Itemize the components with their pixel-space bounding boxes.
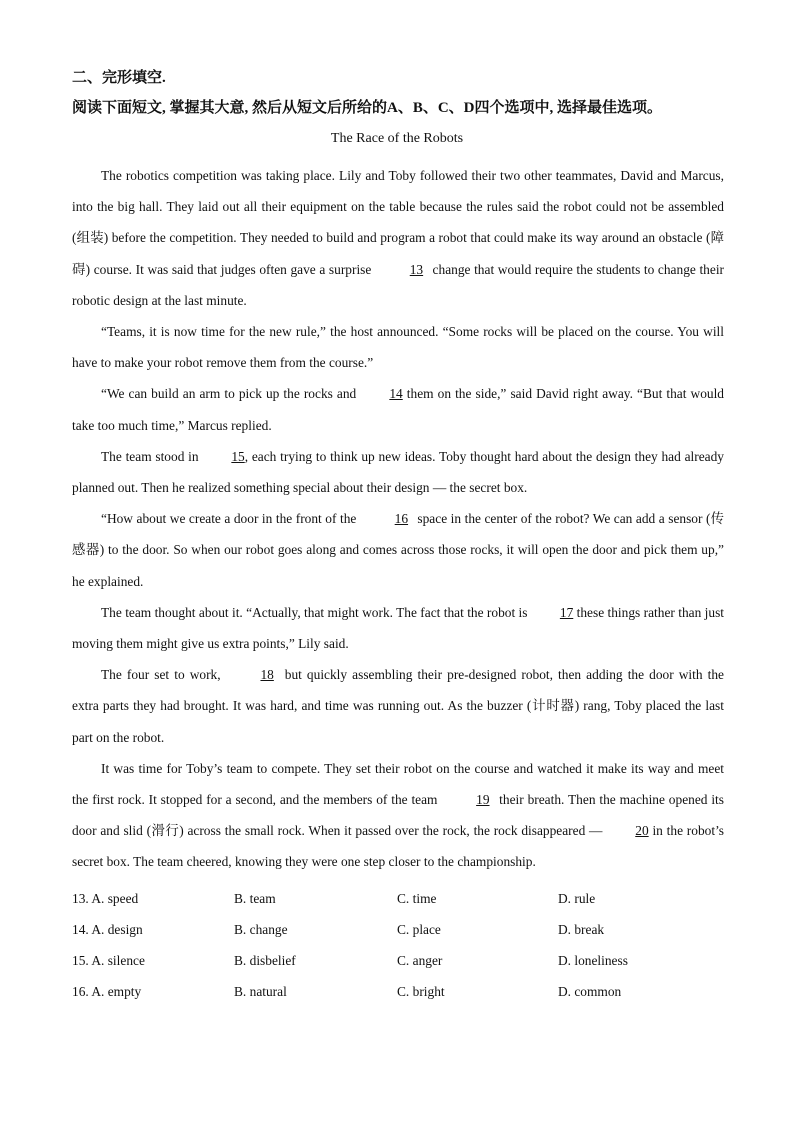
option-d[interactable]: D. common xyxy=(558,984,622,999)
option-d[interactable]: D. break xyxy=(558,922,605,937)
blank-13: 13 xyxy=(409,261,424,277)
question-row-16: 16. A. empty B. natural C. bright D. common xyxy=(72,981,732,1012)
option-b[interactable]: B. natural xyxy=(234,984,287,999)
option-c[interactable]: C. bright xyxy=(397,984,445,999)
option-a[interactable]: A. empty xyxy=(91,984,142,999)
question-row-13: 13. A. speed B. team C. time D. rule xyxy=(72,888,732,919)
blank-14: 14 xyxy=(389,386,403,402)
blank-20: 20 xyxy=(635,823,649,839)
blank-16: 16 xyxy=(394,511,409,527)
paragraph-2: “Teams, it is now time for the new rule,” the host announced. “Some rocks will be placed on the course. You will have to make your robot remove them from the course.” xyxy=(72,324,724,371)
option-a[interactable]: A. speed xyxy=(91,891,139,906)
section-title: 二、完形填空. xyxy=(72,70,166,86)
paragraph-5: “How about we create a door in the front of the 16 space in the center of the robot? We can add a sensor (传感器) to the door. So when our robot goes along and comes across those rocks, it will open the door and pick them up,” he explained. xyxy=(72,503,724,597)
paragraph-4: The team stood in 15, each trying to think up new ideas. Toby thought hard about the design they had already planned out. Then he realized something special about their design — the secret box. xyxy=(72,441,724,503)
option-d[interactable]: D. loneliness xyxy=(558,953,628,968)
option-c[interactable]: C. time xyxy=(397,891,437,906)
instructions: 阅读下面短文, 掌握其大意, 然后从短文后所给的A、B、C、D四个选项中, 选择最佳选项。 xyxy=(72,100,663,116)
paragraph-3: “We can build an arm to pick up the rocks and 14 them on the side,” said David right away. “But that would take too much time,” Marcus replied. xyxy=(72,378,724,440)
passage xyxy=(72,160,724,878)
option-b[interactable]: B. disbelief xyxy=(234,953,296,968)
blank-15: 15 xyxy=(231,448,245,464)
option-a[interactable]: A. silence xyxy=(91,953,145,968)
paragraph-6: The team thought about it. “Actually, that might work. The fact that the robot is 17 these things rather than just moving them might give us extra points,” Lily said. xyxy=(72,597,724,659)
paragraph-7: The four set to work, 18 but quickly assembling their pre-designed robot, then adding the door with the extra parts they had brought. It was hard, and time was running out. As the buzzer (计时器) rang, Toby placed the last part on the robot. xyxy=(72,659,724,753)
passage-title: The Race of the Robots xyxy=(330,131,464,146)
option-b[interactable]: B. change xyxy=(234,922,288,937)
blank-17: 17 xyxy=(559,604,574,620)
question-row-15: 15. A. silence B. disbelief C. anger D. loneliness xyxy=(72,950,732,981)
answer-options xyxy=(72,888,732,1012)
paragraph-1: The robotics competition was taking place. Lily and Toby followed their two other teammates, David and Marcus, into the big hall. They laid out all their equipment on the table because the rules said the robot could not be assembled (组装) before the competition. They needed to build and program a robot that could make its way around an obstacle (障碍) course. It was said that judges often gave a surprise 13 change that would require the students to change their robotic design at the last minute. xyxy=(72,168,724,308)
option-a[interactable]: A. design xyxy=(91,922,143,937)
question-row-14: 14. A. design B. change C. place D. break xyxy=(72,919,732,950)
option-c[interactable]: C. anger xyxy=(397,953,443,968)
paragraph-8: It was time for Toby’s team to compete. They set their robot on the course and watched it make its way and meet the first rock. It stopped for a second, and the members of the team 19 their breath. Then the machine opened its door and slid (滑行) across the small rock. When it passed over the rock, the rock disappeared — 20 in the robot’s secret box. The team cheered, knowing they were one step closer to the championship. xyxy=(72,760,725,870)
option-d[interactable]: D. rule xyxy=(558,891,596,906)
blank-19: 19 xyxy=(476,792,490,808)
option-b[interactable]: B. team xyxy=(234,891,276,906)
blank-18: 18 xyxy=(260,667,274,683)
option-c[interactable]: C. place xyxy=(397,922,441,937)
